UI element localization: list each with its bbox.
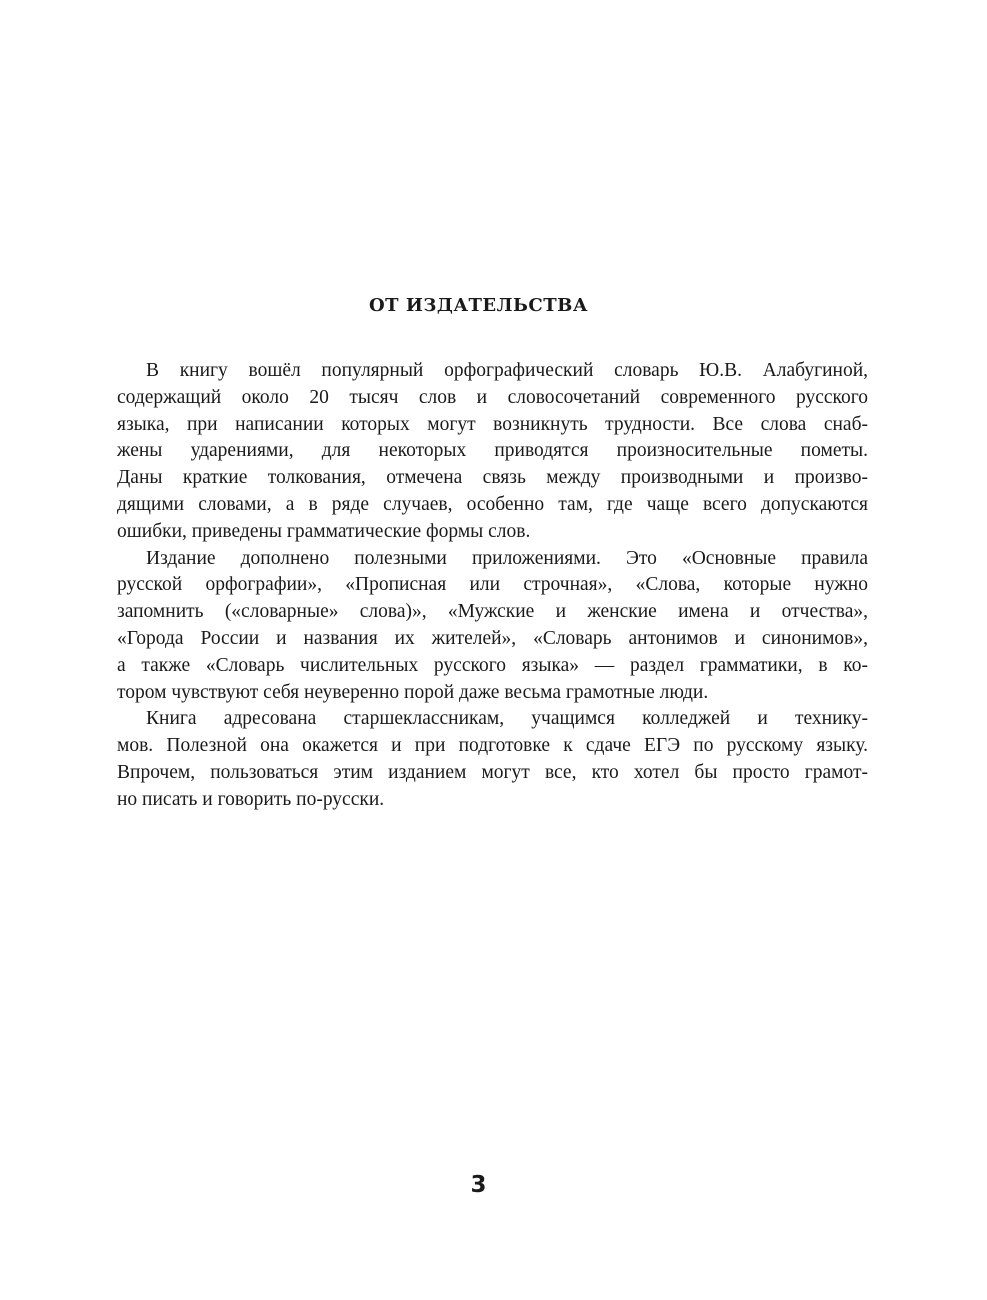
- text-line: Книга адресована старшеклассникам, учащимся колледжей и технику-: [146, 708, 868, 730]
- paragraph: [117, 706, 868, 813]
- paragraph: [117, 358, 868, 546]
- text-line: содержащий около 20 тысяч слов и словосочетаний современного русского: [117, 386, 868, 408]
- text-line: запомнить («словарные» слова)», «Мужские и женские имена и отчества»,: [117, 601, 868, 623]
- text-line: ошибки, приведены грамматические формы слов.: [117, 520, 531, 542]
- text-line: Даны краткие толкования, отмечена связь между производными и произво-: [117, 467, 868, 489]
- text-line: Впрочем, пользоваться этим изданием могут все, кто хотел бы просто грамот-: [117, 761, 868, 783]
- text-line: В книгу вошёл популярный орфографический словарь Ю.В. Алабугиной,: [146, 360, 868, 381]
- page-number: 3: [470, 1172, 487, 1198]
- text-line: жены ударениями, для некоторых приводятся произносительные пометы.: [117, 440, 868, 462]
- paragraph: [117, 546, 868, 707]
- text-line: мов. Полезной она окажется и при подготовке к сдаче ЕГЭ по русскому языку.: [117, 735, 868, 757]
- text-line: дящими словами, а в ряде случаев, особенно там, где чаще всего допускаются: [117, 493, 868, 515]
- text-line: «Города России и названия их жителей», «Словарь антонимов и синонимов»,: [117, 627, 868, 649]
- text-line: тором чувствуют себя неуверенно порой даже весьма грамотные люди.: [117, 681, 709, 703]
- text-line: языка, при написании которых могут возникнуть трудности. Все слова снаб-: [117, 413, 868, 435]
- text-line: а также «Словарь числительных русского языка» — раздел грамматики, в ко-: [117, 654, 868, 676]
- body-text: [117, 358, 868, 814]
- text-line: русской орфографии», «Прописная или строчная», «Слова, которые нужно: [117, 574, 868, 596]
- text-line: но писать и говорить по-русски.: [117, 788, 385, 810]
- text-line: Издание дополнено полезными приложениями. Это «Основные правила: [146, 547, 868, 569]
- page-heading: ОТ ИЗДАТЕЛЬСТВА: [369, 295, 588, 316]
